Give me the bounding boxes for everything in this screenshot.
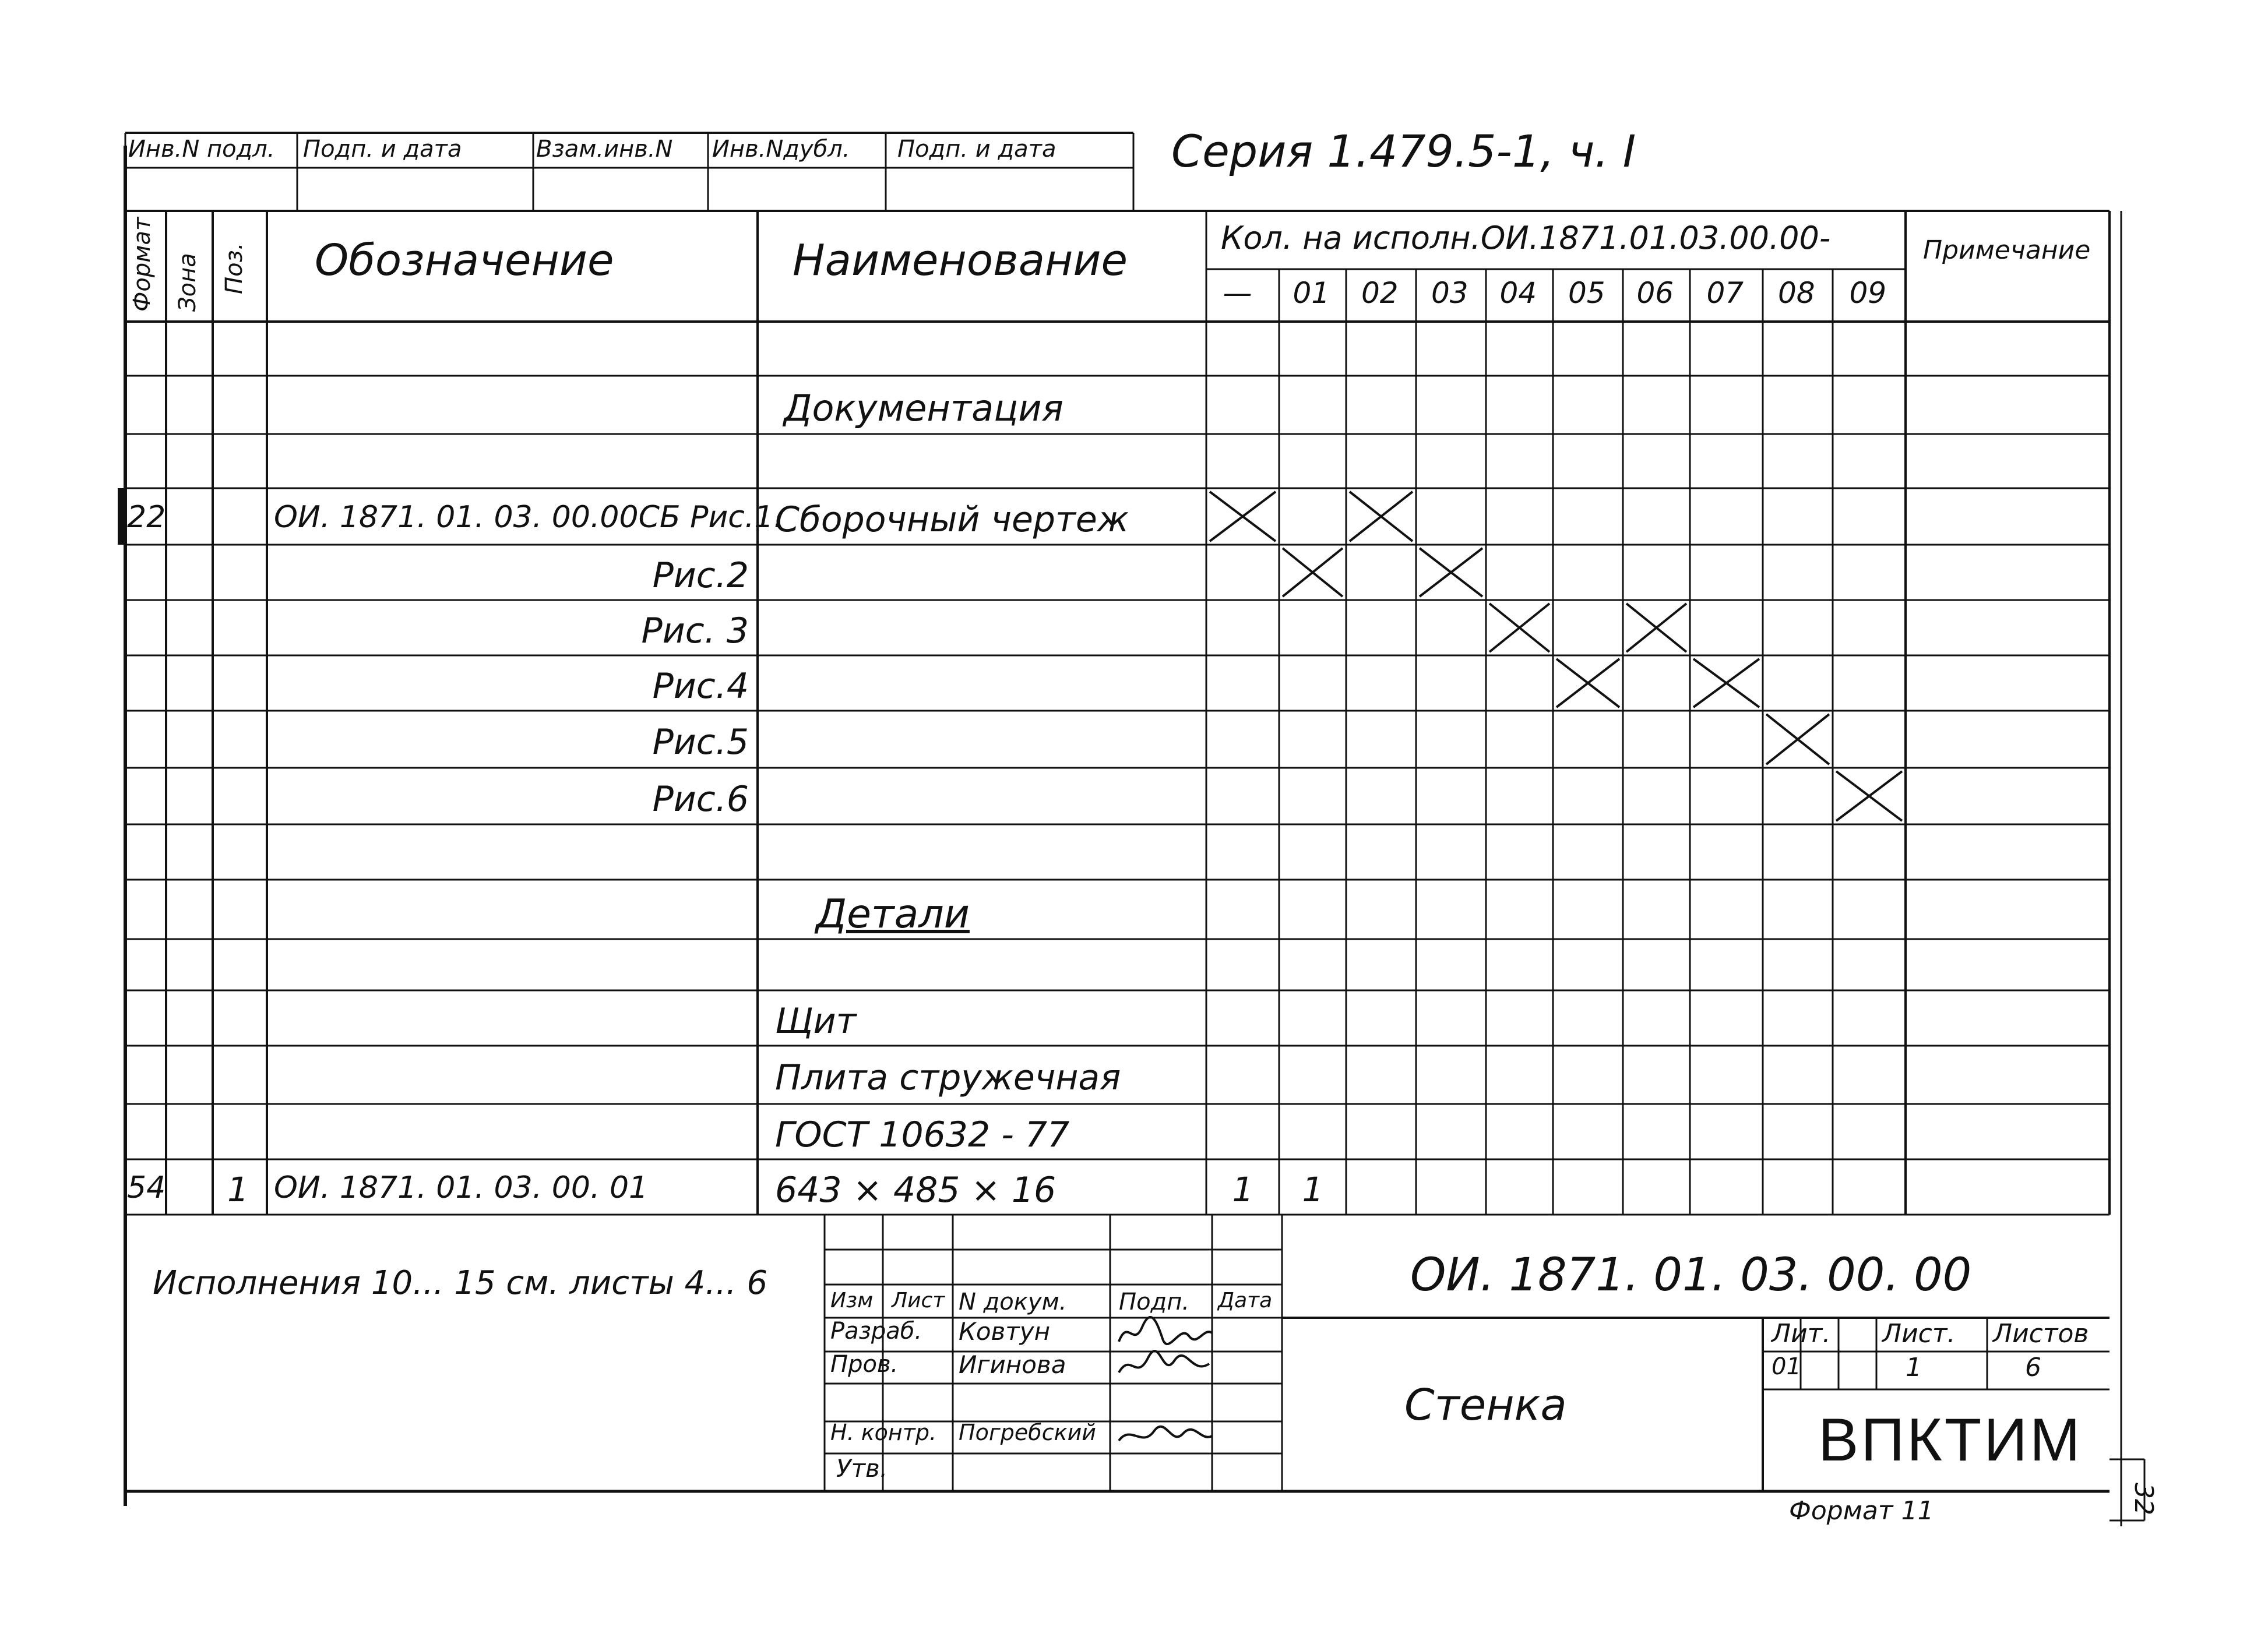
variant-header-6: 06 (1636, 276, 1674, 310)
variant-header-0: — (1223, 276, 1252, 310)
page-number: 32 (2129, 1483, 2158, 1515)
col-format-header: Формат (129, 217, 156, 312)
document-number: ОИ. 1871. 01. 03. 00. 00 (1410, 1249, 1972, 1301)
lit-label: Лит. (1772, 1319, 1831, 1349)
row-designation: Рис.5 (652, 722, 749, 763)
row-designation: Рис.2 (652, 555, 749, 596)
row-format: 54 (127, 1170, 166, 1205)
series-label: Серия 1.479.5-1, ч. I (1171, 125, 1636, 177)
applicability-mark (1350, 492, 1413, 541)
tb-header-change: Изм (830, 1289, 874, 1313)
col-designation-header: Обозначение (315, 235, 614, 285)
name-norm-control: Погребский (959, 1420, 1096, 1445)
applicability-mark (1283, 548, 1343, 597)
row-designation: Рис.6 (652, 778, 749, 820)
col-pos-header: Поз. (221, 242, 248, 294)
row-format: 22 (127, 499, 166, 535)
applicability-mark (1693, 659, 1759, 707)
applicability-mark (1556, 659, 1619, 707)
variant-header-2: 02 (1361, 276, 1399, 310)
name-developer: Ковтун (959, 1317, 1051, 1346)
row-name: Щит (775, 1000, 857, 1042)
variant-header-7: 07 (1706, 276, 1744, 310)
applicability-mark (1836, 771, 1902, 821)
format-label: Формат 11 (1789, 1496, 1934, 1526)
signature-checker (1116, 1349, 1215, 1384)
row-designation: ОИ. 1871. 01. 03. 00. 01 (274, 1170, 649, 1205)
role-developer: Разраб. (830, 1318, 922, 1345)
row-name: 643 × 485 × 16 (775, 1169, 1056, 1211)
sheet-value: 1 (1906, 1353, 1922, 1382)
row-position: 1 (227, 1169, 249, 1209)
row-name: Плита стружечная (775, 1057, 1121, 1098)
row-designation: Рис. 3 (641, 610, 749, 651)
stamp-header-inv: Инв.N подл. (128, 136, 275, 163)
row-designation: ОИ. 1871. 01. 03. 00.00СБ Рис.1. (274, 499, 783, 535)
row-name: Детали (816, 891, 970, 937)
variant-header-1: 01 (1293, 276, 1330, 310)
applicability-mark (1420, 548, 1482, 597)
lit-value: 01 (1772, 1353, 1801, 1380)
stamp-header-replace: Взам.инв.N (536, 136, 673, 163)
sheets-label: Листов (1993, 1319, 2089, 1349)
applicability-mark (1210, 492, 1276, 541)
row-name: ГОСТ 10632 - 77 (775, 1114, 1070, 1155)
tb-header-date: Дата (1218, 1289, 1273, 1313)
applicability-mark (1489, 604, 1549, 652)
sheets-value: 6 (2025, 1353, 2041, 1382)
signature-developer (1116, 1315, 1215, 1350)
col-note-header: Примечание (1923, 235, 2091, 265)
tb-header-sheet: Лист (892, 1289, 945, 1313)
col-name-header: Наименование (793, 235, 1128, 285)
applicability-mark (1766, 714, 1829, 764)
row-quantity: 1 (1232, 1169, 1254, 1209)
role-approver: Утв. (836, 1454, 888, 1483)
row-quantity: 1 (1302, 1169, 1324, 1209)
variant-header-3: 03 (1431, 276, 1468, 310)
variant-header-9: 09 (1849, 276, 1887, 310)
variant-header-8: 08 (1778, 276, 1815, 310)
tb-header-doc-no: N докум. (959, 1289, 1067, 1315)
row-name: Документация (784, 387, 1063, 429)
role-norm-control: Н. контр. (830, 1420, 937, 1445)
role-checker: Пров. (830, 1351, 899, 1378)
col-zone-header: Зона (174, 253, 201, 312)
signature-norm-control (1116, 1419, 1215, 1453)
stamp-header-dup: Инв.Nдубл. (712, 136, 850, 163)
name-checker: Игинова (959, 1350, 1066, 1379)
organization: ВПКТИМ (1818, 1406, 2083, 1474)
sheet-label: Лист. (1882, 1319, 1956, 1349)
col-qty-header: Кол. на исполн.ОИ.1871.01.03.00.00- (1221, 220, 1831, 256)
stamp-header-sign-date-1: Подп. и дата (303, 136, 462, 163)
variant-header-5: 05 (1568, 276, 1605, 310)
row-name: Сборочный чертеж (775, 499, 1129, 540)
tb-header-sign: Подп. (1119, 1289, 1190, 1315)
variants-note: Исполнения 10... 15 см. листы 4... 6 (153, 1264, 768, 1302)
variant-header-4: 04 (1499, 276, 1537, 310)
row-designation: Рис.4 (652, 665, 749, 707)
product-name: Стенка (1404, 1380, 1567, 1430)
stamp-header-sign-date-2: Подп. и дата (897, 136, 1056, 163)
applicability-mark (1626, 604, 1686, 652)
